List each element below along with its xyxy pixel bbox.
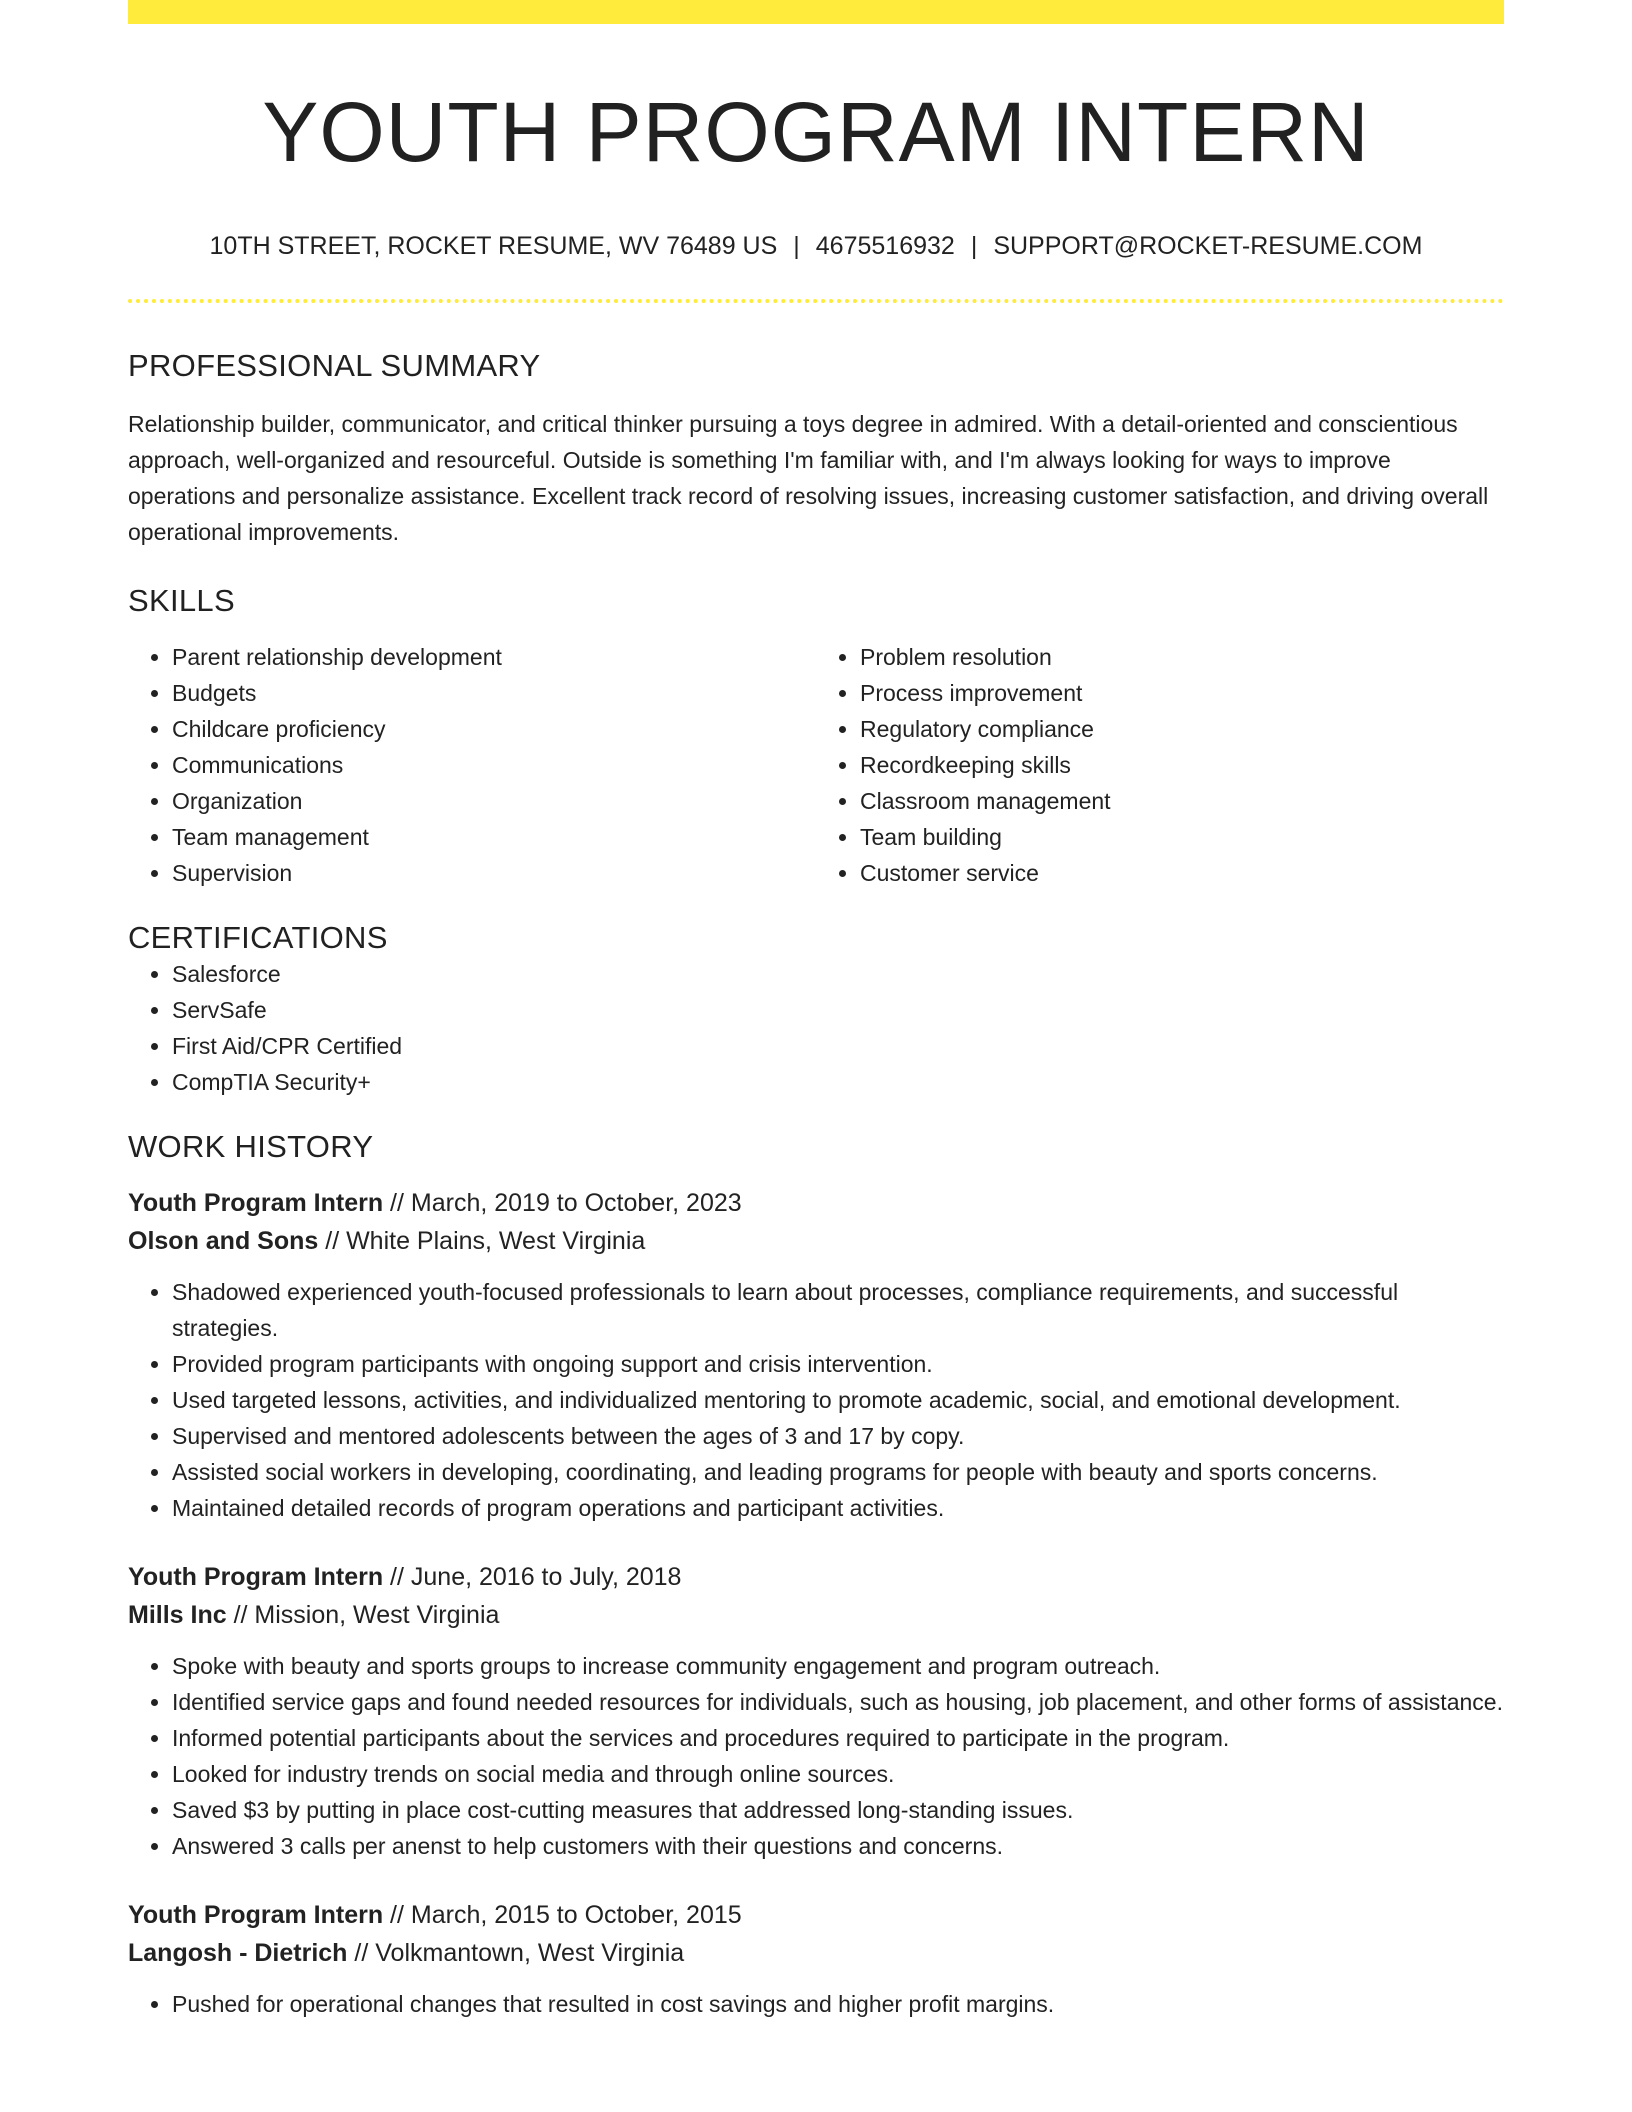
job-company-line (128, 1596, 1504, 1634)
job-title-line (128, 1558, 1504, 1596)
job-role: Youth Program Intern (128, 1188, 384, 1217)
skill-item: • Classroom management (860, 783, 1504, 819)
job-bullet: • Looked for industry trends on social media and through online sources. (172, 1756, 1504, 1792)
job-title-line (128, 1896, 1504, 1934)
contact-phone: 4675516932 (815, 231, 955, 260)
certifications-list (128, 956, 1504, 1100)
job-bullet: • Shadowed experienced youth-focused professionals to learn about processes, compliance requirements, and successful strategies. (172, 1274, 1504, 1346)
skill-item: • Team management (172, 819, 816, 855)
resume-name: YOUTH PROGRAM INTERN (262, 85, 1370, 179)
contact-separator: | (970, 231, 978, 260)
contact-line (128, 231, 1504, 261)
job-company-line (128, 1222, 1504, 1260)
work-history-heading: WORK HISTORY (128, 1129, 374, 1165)
job-dates: // March, 2015 to October, 2015 (383, 1900, 742, 1929)
job-dates: // June, 2016 to July, 2018 (383, 1562, 682, 1591)
job-bullet: • Used targeted lessons, activities, and individualized mentoring to promote academic, social, and emotional development. (172, 1382, 1504, 1418)
job-dates: // March, 2019 to October, 2023 (383, 1188, 742, 1217)
job-bullet: • Identified service gaps and found needed resources for individuals, such as housing, job placement, and other forms of assistance. (172, 1684, 1504, 1720)
job-bullets (128, 1274, 1504, 1526)
job-bullets (128, 1648, 1504, 1864)
skills-column-left (128, 639, 816, 891)
contact-email: SUPPORT@ROCKET-RESUME.COM (993, 231, 1423, 260)
skills-grid (128, 639, 1504, 891)
skill-item: • Organization (172, 783, 816, 819)
certification-item: • First Aid/CPR Certified (172, 1028, 1504, 1064)
job-bullet: • Supervised and mentored adolescents between the ages of 3 and 17 by copy. (172, 1418, 1504, 1454)
summary-heading: PROFESSIONAL SUMMARY (128, 347, 541, 383)
job-company-line (128, 1934, 1504, 1972)
job-company: Langosh - Dietrich (128, 1938, 348, 1967)
job-role: Youth Program Intern (128, 1900, 384, 1929)
skills-heading: SKILLS (128, 582, 235, 618)
job-bullet: • Assisted social workers in developing, coordinating, and leading programs for people with beauty and sports concerns. (172, 1454, 1504, 1490)
job-bullet: • Pushed for operational changes that resulted in cost savings and higher profit margins. (172, 1986, 1504, 2022)
skill-item: • Communications (172, 747, 816, 783)
job-bullet: • Answered 3 calls per anenst to help customers with their questions and concerns. (172, 1828, 1504, 1864)
skills-list-right (816, 639, 1504, 891)
top-accent-bar (128, 0, 1504, 24)
contact-separator: | (793, 231, 800, 260)
summary-text: Relationship builder, communicator, and critical thinker pursuing a toys degree in admired. With a detail-oriented and conscientious approach, well-organized and resourceful. Outside is something I'm familiar with, and I'm always looking for ways to improve operations and personalize assistance. Excellent track record of resolving issues, increasing customer satisfaction, and driving overall operational improvements. (128, 410, 1489, 545)
job-location: // Volkmantown, West Virginia (347, 1938, 685, 1967)
certifications-heading: CERTIFICATIONS (128, 920, 388, 956)
job-bullets (128, 1986, 1504, 2022)
job-entry (128, 1896, 1504, 2022)
skills-list-left (128, 639, 816, 891)
job-entry (128, 1558, 1504, 1864)
job-bullet: • Maintained detailed records of program operations and participant activities. (172, 1490, 1504, 1526)
certification-item: • CompTIA Security+ (172, 1064, 1504, 1100)
skill-item: • Budgets (172, 675, 816, 711)
resume-page (128, 0, 1504, 2022)
skill-item: • Problem resolution (860, 639, 1504, 675)
contact-address: 10TH STREET, ROCKET RESUME, WV 76489 US (209, 231, 778, 260)
skills-column-right (816, 639, 1504, 891)
job-bullet: • Informed potential participants about the services and procedures required to participate in the program. (172, 1720, 1504, 1756)
job-role: Youth Program Intern (128, 1562, 384, 1591)
job-location: // White Plains, West Virginia (318, 1226, 646, 1255)
skill-item: • Childcare proficiency (172, 711, 816, 747)
skill-item: • Regulatory compliance (860, 711, 1504, 747)
job-location: // Mission, West Virginia (226, 1600, 500, 1629)
certification-item: • ServSafe (172, 992, 1504, 1028)
skill-item: • Team building (860, 819, 1504, 855)
skill-item: • Customer service (860, 855, 1504, 891)
skill-item: • Recordkeeping skills (860, 747, 1504, 783)
job-bullet: • Provided program participants with ongoing support and crisis intervention. (172, 1346, 1504, 1382)
skill-item: • Parent relationship development (172, 639, 816, 675)
header-divider (128, 299, 1504, 303)
job-bullet: • Saved $3 by putting in place cost-cutting measures that addressed long-standing issues. (172, 1792, 1504, 1828)
job-title-line (128, 1184, 1504, 1222)
job-bullet: • Spoke with beauty and sports groups to increase community engagement and program outreach. (172, 1648, 1504, 1684)
job-entry (128, 1184, 1504, 1526)
job-company: Olson and Sons (128, 1226, 319, 1255)
skill-item: • Process improvement (860, 675, 1504, 711)
certification-item: • Salesforce (172, 956, 1504, 992)
skill-item: • Supervision (172, 855, 816, 891)
job-company: Mills Inc (128, 1600, 227, 1629)
